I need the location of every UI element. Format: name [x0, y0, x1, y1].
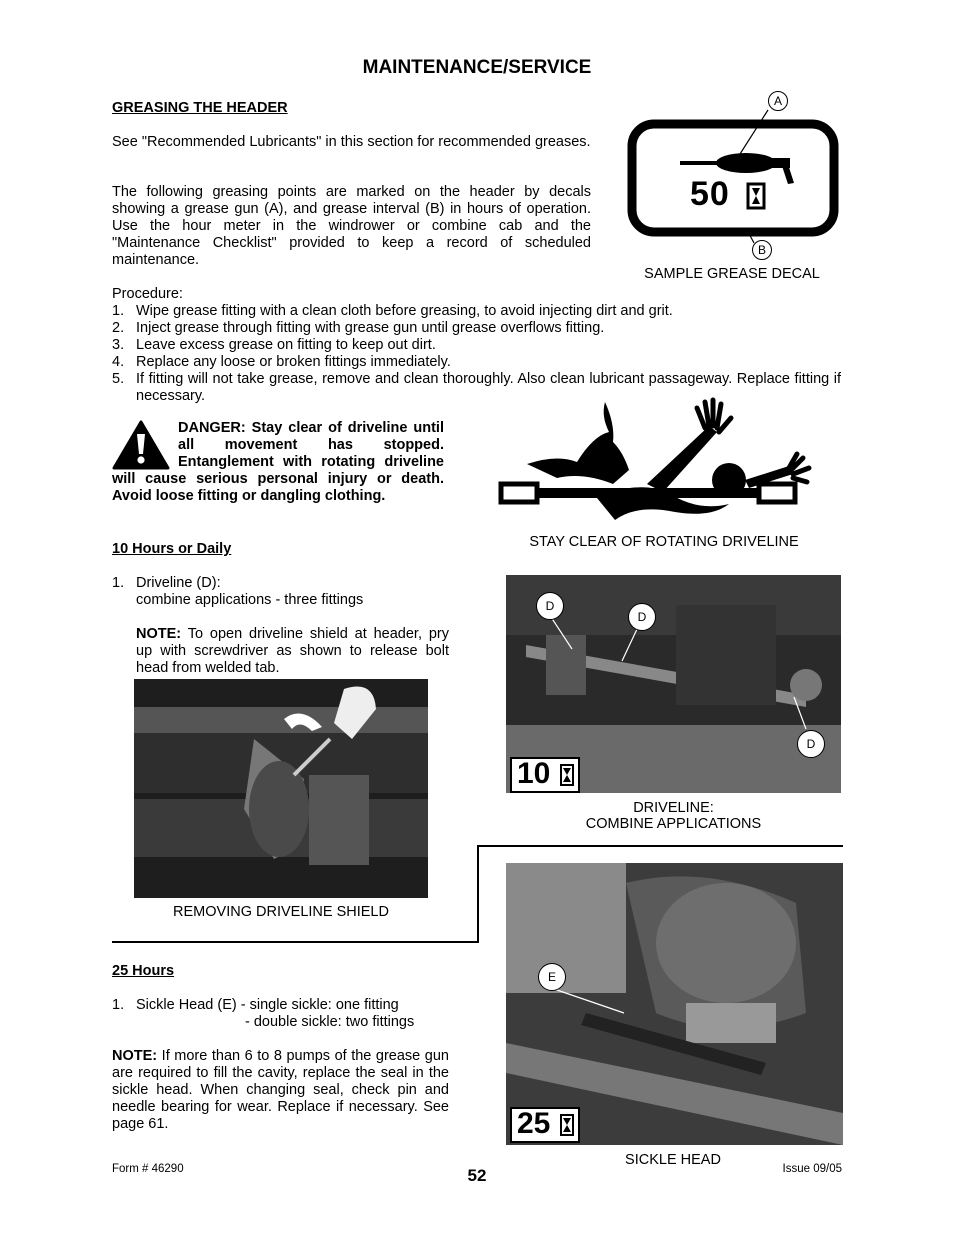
danger-text: DANGER: Stay clear of driveline until all movement has stopped. Entanglement with rotating driveline will cause serious personal injury or death. Avoid loose fitting or dangling clothing.: [112, 420, 444, 504]
decal-caption: SAMPLE GREASE DECAL: [644, 266, 820, 282]
procedure-label: Procedure:: [112, 286, 183, 302]
interval-hours: 10: [517, 757, 551, 790]
decal-hours: 50: [690, 175, 730, 213]
sickle-head-caption: SICKLE HEAD: [625, 1152, 721, 1168]
driveline-caption-line-2: COMBINE APPLICATIONS: [585, 816, 762, 832]
step-text: Wipe grease fitting with a clean cloth before greasing, to avoid injecting dirt and grit.: [136, 303, 673, 319]
callout-e: E: [538, 963, 566, 991]
callout-a: A: [768, 91, 788, 111]
note-text: To open driveline shield at header, pry up with screwdriver as shown to release bolt head from welded tab.: [136, 626, 449, 676]
removing-driveline-shield-photo: [134, 679, 428, 898]
step-number: 5.: [112, 371, 125, 387]
divider-top: [477, 845, 843, 847]
section-heading-25-hours: 25 Hours: [112, 963, 175, 979]
interval-decal-10: [510, 757, 580, 793]
ten-hours-note: [136, 626, 449, 677]
procedure-step: [112, 354, 841, 371]
interval-hours: 25: [517, 1107, 551, 1140]
greasing-paragraph-1: See "Recommended Lubricants" in this section for recommended greases.: [112, 134, 591, 150]
footer-form-number: Form # 46290: [112, 1163, 184, 1175]
step-text: Leave excess grease on fitting to keep out dirt.: [136, 337, 436, 353]
note-text: If more than 6 to 8 pumps of the grease gun are required to fill the cavity, replace the seal in the sickle head. When changing seal, check pin and needle bearing for wear. Replace if necessary. See page 61.: [112, 1048, 449, 1132]
procedure-steps: [112, 303, 841, 405]
twentyfive-hours-item: [112, 997, 449, 1031]
note-label: NOTE:: [112, 1048, 158, 1064]
procedure-step: [112, 303, 841, 320]
procedure-step: [112, 320, 841, 337]
callout-b: B: [752, 240, 772, 260]
footer-page-number: 52: [467, 1166, 487, 1185]
entanglement-pictogram: [497, 396, 815, 524]
item-title: Driveline (D):: [136, 575, 221, 591]
interval-decal-25: [510, 1107, 580, 1143]
step-number: 2.: [112, 320, 125, 336]
divider-vertical: [477, 845, 479, 943]
driveline-photo: [506, 575, 841, 793]
footer-issue: Issue 09/05: [782, 1163, 842, 1175]
warning-triangle-icon: [112, 420, 170, 470]
sample-grease-decal: [622, 88, 842, 266]
note-label: NOTE:: [136, 626, 182, 642]
divider-bottom: [112, 941, 479, 943]
driveline-warning-caption: STAY CLEAR OF ROTATING DRIVELINE: [529, 534, 799, 550]
step-text: If fitting will not take grease, remove and clean thoroughly. Also clean lubricant passageway. Replace fitting if necessary.: [136, 371, 841, 404]
hourglass-icon: [560, 1114, 574, 1136]
page-title: MAINTENANCE/SERVICE: [362, 57, 592, 78]
sickle-head-photo: [506, 863, 843, 1145]
danger-block: [112, 420, 444, 505]
item-number: 1.: [112, 997, 125, 1013]
driveline-caption-line-1: DRIVELINE:: [633, 800, 714, 816]
item-number: 1.: [112, 575, 125, 591]
step-text: Replace any loose or broken fittings immediately.: [136, 354, 451, 370]
hourglass-icon: [748, 184, 764, 208]
callout-d-3: D: [797, 730, 825, 758]
ten-hours-item: [112, 575, 449, 677]
item-line-1: Sickle Head (E) - single sickle: one fitting: [136, 997, 399, 1013]
callout-d-1: D: [536, 592, 564, 620]
removing-shield-caption: REMOVING DRIVELINE SHIELD: [173, 904, 389, 920]
greasing-paragraph-2: The following greasing points are marked on the header by decals showing a grease gun (A), and grease interval (B) in hours of operation. Use the hour meter in the windrower or combine cab and the "Maintenance Checklist" provided to keep a record of scheduled maintenance.: [112, 184, 591, 268]
step-number: 4.: [112, 354, 125, 370]
callout-d-2: D: [628, 603, 656, 631]
procedure-step: [112, 337, 841, 354]
item-subtitle: combine applications - three fittings: [136, 592, 364, 608]
step-number: 3.: [112, 337, 125, 353]
hourglass-icon: [560, 764, 574, 786]
section-heading-greasing: GREASING THE HEADER: [112, 100, 288, 116]
section-heading-10-hours: 10 Hours or Daily: [112, 541, 232, 557]
twentyfive-hours-note: [112, 1048, 449, 1133]
driveline-caption: [506, 800, 841, 832]
step-text: Inject grease through fitting with grease gun until grease overflows fitting.: [136, 320, 605, 336]
item-line-2: - double sickle: two fittings: [245, 1014, 415, 1030]
step-number: 1.: [112, 303, 125, 319]
